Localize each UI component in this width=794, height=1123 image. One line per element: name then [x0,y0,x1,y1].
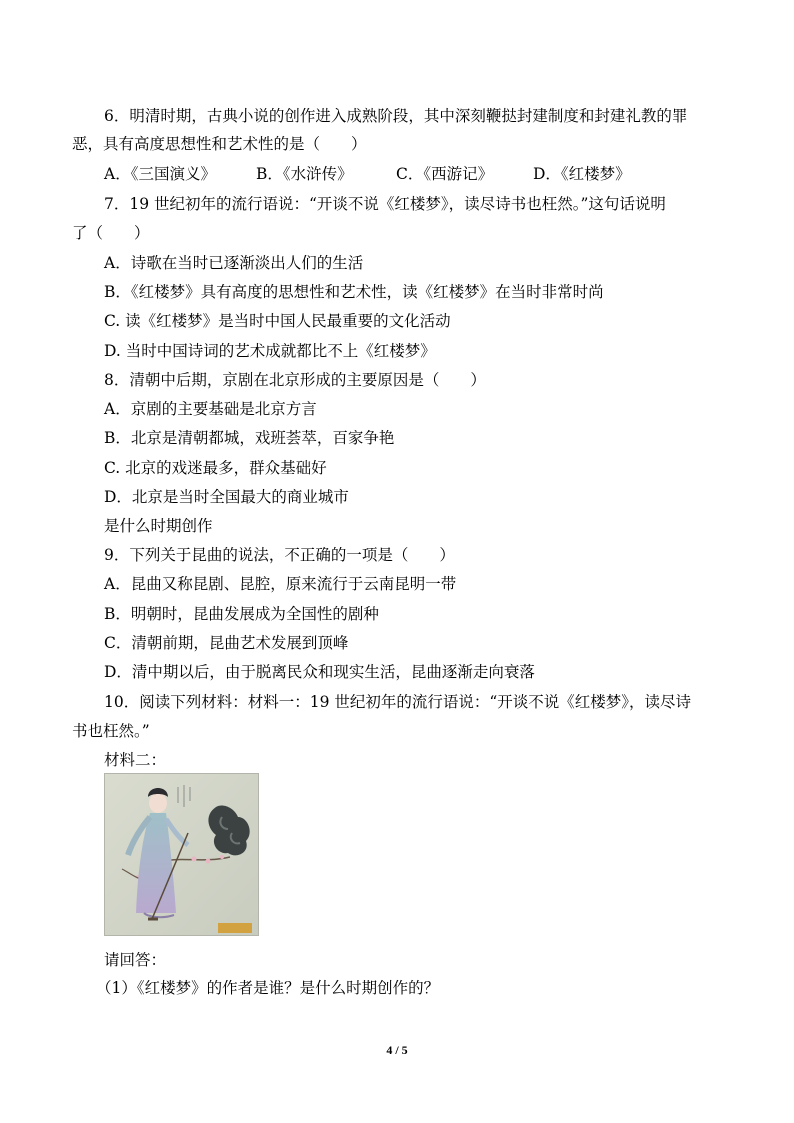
q8-option-d: D．北京是当时全国最大的商业城市 [104,488,349,506]
painting-illustration [104,773,259,936]
q10-line2: 书也枉然。” [72,722,150,740]
q8-line1: 8．清朝中后期，京剧在北京形成的主要原因是（ ） [104,371,486,389]
q7-line1: 7．19 世纪初年的流行语说：“开谈不说《红楼梦》，读尽诗书也枉然。”这句话说明 [104,195,666,213]
q6-option-c: C．《西游记》 [396,165,494,183]
painting-image [104,773,259,936]
q9-option-a: A．昆曲又称昆剧、昆腔，原来流行于云南昆明一带 [104,575,457,593]
page-number: 4 / 5 [386,1043,408,1057]
q8-option-b: B．北京是清朝都城，戏班荟萃，百家争艳 [104,429,395,447]
q6-options [104,164,631,184]
q6-option-a: A．《三国演义》 [104,165,216,183]
q6-option-b: B．《水浒传》 [256,165,353,183]
q8-option-a: A．京剧的主要基础是北京方言 [104,400,317,418]
q7-line2: 了（ ） [72,224,150,242]
q10-subquestion-1: （1）《红楼梦》的作者是谁？是什么时期创作的？ [96,979,440,997]
q7-option-c: C. 读《红楼梦》是当时中国人民最重要的文化活动 [104,312,451,330]
q7-option-b: B．《红楼梦》具有高度的思想性和艺术性，读《红楼梦》在当时非常时尚 [104,283,604,301]
q9-option-d: D．清中期以后，由于脱离民众和现实生活，昆曲逐渐走向衰落 [104,663,535,681]
q10-prompt: 请回答： [104,951,167,969]
q9-line1: 9．下列关于昆曲的说法，不正确的一项是（ ） [104,546,455,564]
q8-option-c: C. 北京的戏迷最多，群众基础好 [104,459,327,477]
q7-option-a: A．诗歌在当时已逐渐淡出人们的生活 [104,254,364,272]
q7-option-d: D. 当时中国诗词的艺术成就都比不上《红楼梦》 [104,342,436,360]
q9-option-b: B．明朝时，昆曲发展成为全国性的剧种 [104,605,379,623]
q10-material2-label: 材料二： [104,751,167,769]
q6-line1: 6．明清时期，古典小说的创作进入成熟阶段，其中深刻鞭挞封建制度和封建礼教的罪 [104,107,688,125]
q6-option-d: D．《红楼梦》 [533,165,631,183]
stray-text: 是什么时期创作 [104,517,213,535]
q10-line1: 10．阅读下列材料：材料一：19 世纪初年的流行语说：“开谈不说《红楼梦》，读尽诗 [104,693,692,711]
q6-line2: 恶，具有高度思想性和艺术性的是（ ） [72,135,367,153]
q9-option-c: C．清朝前期，昆曲艺术发展到顶峰 [104,634,349,652]
